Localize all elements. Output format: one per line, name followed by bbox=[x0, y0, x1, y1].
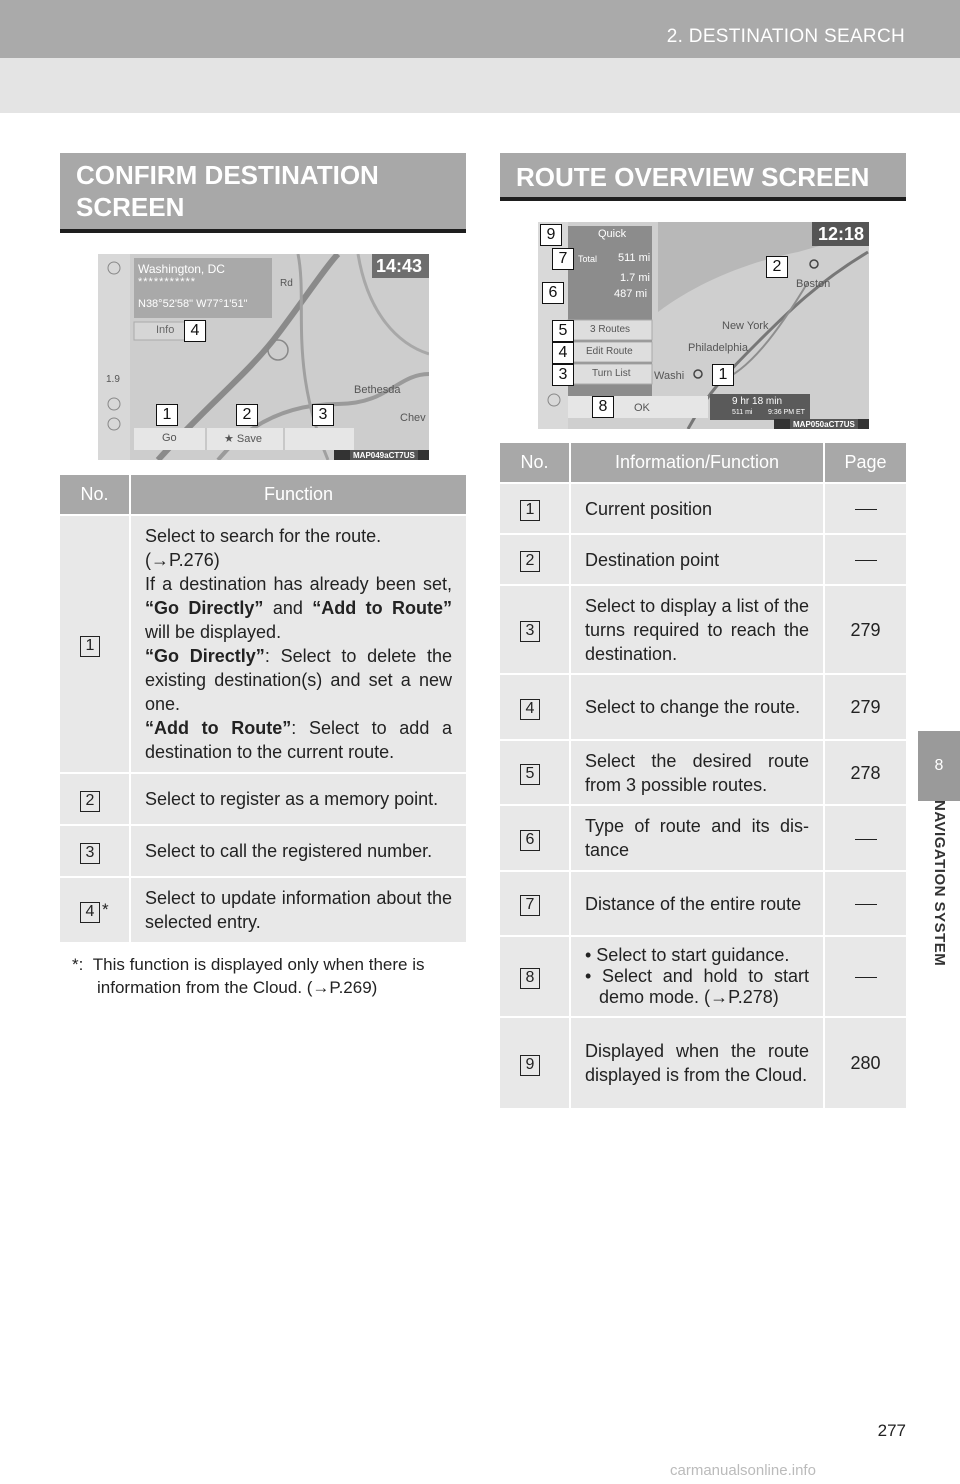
star-icon: ★ bbox=[224, 433, 237, 445]
confirm-destination-table bbox=[60, 475, 466, 942]
image-code: MAP050aCT7US bbox=[790, 419, 858, 429]
row-page bbox=[824, 534, 906, 585]
row-number: 2 bbox=[520, 551, 540, 572]
callout-1: 1 bbox=[156, 404, 178, 426]
map-time: 14:43 bbox=[376, 256, 423, 276]
footnote-mark: * bbox=[102, 899, 109, 919]
arrow-icon: → bbox=[710, 987, 729, 1007]
row-number: 8 bbox=[520, 968, 540, 989]
col-no: No. bbox=[60, 475, 130, 515]
header-subbar bbox=[0, 58, 960, 113]
route-overview-heading: ROUTE OVERVIEW SCREEN bbox=[500, 153, 906, 201]
row-page bbox=[824, 871, 906, 936]
map-city-philadelphia: Philadelphia bbox=[688, 342, 748, 354]
map-coords: N38°52'58" W77°1'51" bbox=[138, 298, 248, 310]
map-city-washington: Washi bbox=[654, 370, 685, 382]
callout-1: 1 bbox=[712, 364, 734, 386]
row-number: 3 bbox=[520, 621, 540, 642]
row-page: 280 bbox=[824, 1017, 906, 1108]
edit-route-button[interactable]: Edit Route bbox=[586, 346, 633, 357]
image-code: MAP049aCT7US bbox=[350, 450, 418, 460]
map-place-name: Washington, DC bbox=[138, 262, 225, 276]
arrow-icon: → bbox=[151, 550, 169, 570]
row-number: 2 bbox=[80, 791, 100, 812]
map-city-chev: Chev bbox=[400, 412, 426, 424]
save-button[interactable] bbox=[224, 432, 262, 445]
table-row bbox=[60, 877, 466, 942]
col-info: Information/Function bbox=[570, 443, 824, 483]
row-number: 6 bbox=[520, 830, 540, 851]
table-row bbox=[500, 805, 906, 871]
row-number: 4 bbox=[80, 902, 100, 923]
row-number: 3 bbox=[80, 843, 100, 864]
callout-5: 5 bbox=[552, 320, 574, 342]
footnote: *: This function is displayed only when there is information from the Cloud. (→P.269) bbox=[72, 955, 425, 997]
total-label: Total bbox=[578, 254, 598, 264]
dash-icon bbox=[855, 977, 877, 978]
route-overview-table bbox=[500, 443, 906, 1108]
arrow-icon: → bbox=[312, 978, 330, 997]
3-routes-button[interactable]: 3 Routes bbox=[590, 324, 631, 335]
go-button[interactable]: Go bbox=[162, 432, 177, 444]
callout-4: 4 bbox=[184, 320, 206, 342]
table-row bbox=[500, 534, 906, 585]
row-function: Select to call the registered number. bbox=[130, 825, 466, 877]
table-row bbox=[500, 585, 906, 674]
row-page: 278 bbox=[824, 740, 906, 805]
row-function: Select to register as a memory point. bbox=[130, 773, 466, 825]
table-row bbox=[500, 1017, 906, 1108]
callout-8: 8 bbox=[592, 396, 614, 418]
turn-list-button[interactable]: Turn List bbox=[592, 368, 631, 379]
map-stars: *********** bbox=[138, 276, 197, 288]
table-row bbox=[60, 825, 466, 877]
eta-distance: 511 mi bbox=[732, 409, 753, 416]
confirm-destination-heading: CONFIRM DESTINATION SCREEN bbox=[60, 153, 466, 233]
eta-time: 9:36 PM ET bbox=[768, 409, 805, 416]
dash-icon bbox=[855, 509, 877, 510]
map-road-label: Rd bbox=[280, 278, 293, 289]
watermark: carmanualsonline.info bbox=[670, 1462, 816, 1479]
table-row bbox=[60, 515, 466, 773]
route-distance-2: 487 mi bbox=[614, 288, 648, 300]
row-number: 1 bbox=[520, 500, 540, 521]
row-info: Distance of the entire route bbox=[570, 871, 824, 936]
row-page bbox=[824, 936, 906, 1017]
info-button[interactable]: Info bbox=[156, 324, 175, 336]
ok-button[interactable]: OK bbox=[634, 402, 650, 414]
confirm-destination-screenshot bbox=[98, 254, 429, 460]
row-info: Displayed when the route displayed is from the Cloud. bbox=[570, 1017, 824, 1108]
eta-duration: 9 hr 18 min bbox=[732, 396, 783, 407]
row-info: Current position bbox=[570, 483, 824, 534]
col-function: Function bbox=[130, 475, 466, 515]
dash-icon bbox=[855, 904, 877, 905]
route-distance-1: 1.7 mi bbox=[620, 272, 650, 284]
total-distance: 511 mi bbox=[618, 252, 651, 264]
callout-2: 2 bbox=[766, 256, 788, 278]
chapter-tab[interactable]: 8 bbox=[918, 731, 960, 801]
map-city-boston: Boston bbox=[796, 278, 831, 290]
row-info: Select to display a list of the turns required to reach the destination. bbox=[570, 585, 824, 674]
table-row bbox=[500, 674, 906, 740]
row-info: Type of route and its dis-tance bbox=[570, 805, 824, 871]
row-page: 279 bbox=[824, 674, 906, 740]
dash-icon bbox=[855, 560, 877, 561]
row-info: • Select to start guidance. • Select and hold to start demo mode. (→P.278) bbox=[570, 936, 824, 1017]
callout-3: 3 bbox=[312, 404, 334, 426]
row-function: Select to update information about the selected entry. bbox=[130, 877, 466, 942]
callout-4: 4 bbox=[552, 342, 574, 364]
row-number: 5 bbox=[520, 764, 540, 785]
dash-icon bbox=[855, 839, 877, 840]
row-number: 9 bbox=[520, 1055, 540, 1076]
route-overview-screenshot bbox=[538, 222, 869, 429]
row-page bbox=[824, 805, 906, 871]
page-number: 277 bbox=[877, 1421, 906, 1440]
callout-3: 3 bbox=[552, 364, 574, 386]
row-page bbox=[824, 483, 906, 534]
save-label: Save bbox=[236, 433, 262, 445]
row-page: 279 bbox=[824, 585, 906, 674]
header-bar bbox=[0, 0, 960, 58]
row-number: 7 bbox=[520, 895, 540, 916]
table-row bbox=[60, 773, 466, 825]
callout-2: 2 bbox=[236, 404, 258, 426]
callout-7: 7 bbox=[552, 248, 574, 270]
table-row bbox=[500, 871, 906, 936]
table-row bbox=[500, 740, 906, 805]
map-distance: 1.9 bbox=[106, 374, 120, 385]
row-function: Select to search for the route. (→P.276) If a destination has already been set, “Go Directly” and “Add to Route” will be displayed. “Go Directly”: Select to delete the existing destination(s) and set a new one. “Add to Route”: Select to add a destination to the current route. bbox=[130, 515, 466, 773]
map-city-bethesda: Bethesda bbox=[354, 384, 401, 396]
row-info: Destination point bbox=[570, 534, 824, 585]
row-number: 4 bbox=[520, 699, 540, 720]
col-no: No. bbox=[500, 443, 570, 483]
row-info: Select to change the route. bbox=[570, 674, 824, 740]
table-row bbox=[500, 483, 906, 534]
row-info: Select the desired route from 3 possible routes. bbox=[570, 740, 824, 805]
map-city-newyork: New York bbox=[722, 320, 769, 332]
table-row bbox=[500, 936, 906, 1017]
callout-6: 6 bbox=[542, 282, 564, 304]
row-number: 1 bbox=[80, 636, 100, 657]
route-type: Quick bbox=[598, 228, 627, 240]
map-time: 12:18 bbox=[818, 224, 865, 244]
col-page: Page bbox=[824, 443, 906, 483]
callout-9: 9 bbox=[540, 224, 562, 246]
section-title: 2. DESTINATION SEARCH bbox=[666, 26, 905, 47]
